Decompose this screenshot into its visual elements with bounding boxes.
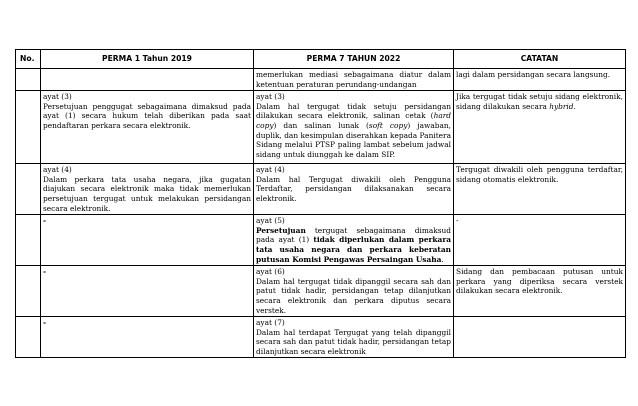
row-number bbox=[16, 266, 41, 317]
perma-2019-ayat: ayat (3) bbox=[43, 92, 72, 102]
italic-term: soft copy bbox=[368, 120, 408, 130]
text-segment: tergugat sebagaimana dimaksud pada ayat (1) bbox=[256, 225, 451, 245]
text-segment: Dalam hal tergugat tidak setuju persidangan dilakukan secara elektronik, salinan cetak ( bbox=[256, 101, 451, 121]
header-perma-2022: PERMA 7 TAHUN 2022 bbox=[254, 50, 454, 69]
perma-2022-cell bbox=[254, 215, 454, 266]
table-row bbox=[16, 317, 626, 358]
catatan-cell bbox=[454, 69, 626, 91]
perma-2019-cell bbox=[41, 164, 254, 215]
perma-2022-cell bbox=[254, 266, 454, 317]
italic-term: hard copy bbox=[256, 111, 451, 130]
empty-dash: - bbox=[43, 318, 47, 328]
perma-2022-ayat: ayat (4) bbox=[256, 165, 285, 175]
text-segment: . bbox=[573, 101, 576, 111]
perma-2022-cell bbox=[254, 69, 454, 91]
perma-2022-text: Dalam hal terdapat Tergugat yang telah dipanggil secara sah dan patut tidak hadir, persidangan tetap dilanjutkan secara elektronik bbox=[256, 327, 451, 356]
perma-2019-cell bbox=[41, 91, 254, 164]
perma-2022-ayat: ayat (5) bbox=[256, 216, 285, 226]
table-row bbox=[16, 69, 626, 91]
catatan-text: Sidang dan pembacaan putusan untuk perkara yang diperiksa secara verstek dilakukan secara elektronik. bbox=[456, 267, 623, 296]
catatan-cell bbox=[454, 91, 626, 164]
perma-2022-text: memerlukan mediasi sebagaimana diatur dalam ketentuan peraturan perundang-undangan bbox=[256, 70, 451, 89]
table-row bbox=[16, 91, 626, 164]
table-row bbox=[16, 164, 626, 215]
perma-2019-ayat: ayat (4) bbox=[43, 165, 72, 175]
text-segment: Jika tergugat tidak setuju sidang elektronik, sidang dilakukan secara bbox=[456, 92, 623, 111]
row-number bbox=[16, 69, 41, 91]
comparison-table bbox=[15, 49, 626, 358]
empty-dash: - bbox=[43, 267, 47, 277]
catatan-text: Tergugat diwakili oleh pengguna terdaftar, sidang otomatis elektronik. bbox=[456, 165, 623, 184]
perma-2022-cell bbox=[254, 317, 454, 358]
catatan-cell bbox=[454, 266, 626, 317]
perma-2022-cell bbox=[254, 164, 454, 215]
row-number bbox=[16, 317, 41, 358]
header-catatan: CATATAN bbox=[454, 50, 626, 69]
row-number bbox=[16, 164, 41, 215]
table-row bbox=[16, 266, 626, 317]
italic-term: hybrid bbox=[549, 101, 574, 111]
catatan-text bbox=[456, 92, 623, 111]
text-segment: ) jawaban, duplik, dan kesimpulan diserahkan kepada Panitera Sidang melalui PTSP paling lambat sebelum jadwal sidang untuk diunggah ke dalam SIP. bbox=[256, 120, 451, 159]
perma-2019-cell bbox=[41, 317, 254, 358]
table-row bbox=[16, 215, 626, 266]
perma-2022-ayat: ayat (3) bbox=[256, 92, 285, 102]
header-no: No. bbox=[16, 50, 41, 69]
text-segment: . bbox=[441, 254, 444, 264]
catatan-text: lagi dalam persidangan secara langsung. bbox=[456, 70, 611, 79]
perma-2022-cell bbox=[254, 91, 454, 164]
catatan-cell bbox=[454, 317, 626, 358]
perma-2019-text: Persetujuan penggugat sebagaimana dimaksud pada ayat (1) secara hukum telah diberikan pada saat pendaftaran perkara secara elektronik. bbox=[43, 101, 251, 130]
empty-dash: - bbox=[43, 216, 47, 226]
perma-2022-text: Dalam hal Tergugat diwakili oleh Pengguna Terdaftar, persidangan dilaksanakan secara elektronik. bbox=[256, 174, 451, 203]
header-perma-2019: PERMA 1 Tahun 2019 bbox=[41, 50, 254, 69]
catatan-text: - bbox=[456, 216, 459, 226]
row-number bbox=[16, 215, 41, 266]
text-segment: ) dan salinan lunak ( bbox=[273, 120, 369, 130]
bold-term: tidak diperlukan dalam perkara tata usaha negara dan perkara keberatan putusan Komisi Pengawas Persaingan Usaha bbox=[256, 235, 452, 264]
row-number bbox=[16, 91, 41, 164]
perma-2022-ayat: ayat (7) bbox=[256, 318, 285, 328]
perma-2022-text: Dalam hal tergugat tidak dipanggil secara sah dan patut tidak hadir, persidangan tetap dilanjutkan secara elektronik dan perkara diputus secara verstek. bbox=[256, 276, 451, 315]
perma-2019-text: Dalam perkara tata usaha negara, jika gugatan diajukan secara elektronik maka tidak memerlukan persetujuan tergugat untuk melakukan persidangan secara elektronik. bbox=[43, 174, 251, 213]
perma-2022-ayat: ayat (6) bbox=[256, 267, 285, 277]
perma-2019-cell bbox=[41, 69, 254, 91]
bold-term: Persetujuan bbox=[256, 225, 306, 235]
perma-2022-text bbox=[256, 102, 451, 160]
perma-2019-cell bbox=[41, 266, 254, 317]
table-header-row bbox=[16, 50, 626, 69]
perma-2022-text bbox=[256, 226, 451, 264]
perma-2019-cell bbox=[41, 215, 254, 266]
catatan-cell bbox=[454, 215, 626, 266]
catatan-cell bbox=[454, 164, 626, 215]
